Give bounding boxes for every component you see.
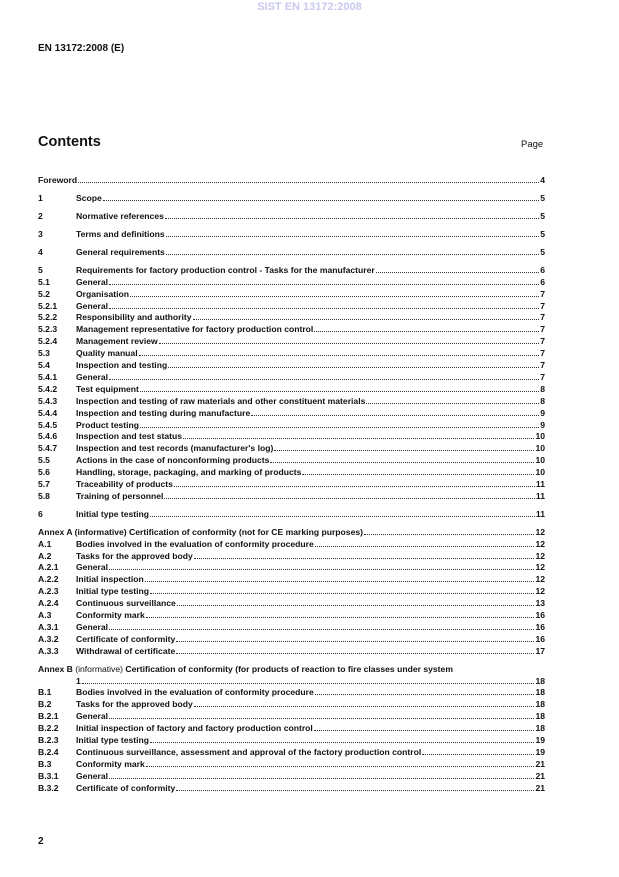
toc-entry-number: B.3.1 (38, 770, 59, 781)
dot-leader (315, 694, 535, 695)
toc-entry-number: 5.4.4 (38, 407, 58, 418)
toc-entry-page: 21 (535, 770, 545, 781)
toc-entry-page: 7 (540, 300, 545, 311)
toc-entry-number: 5.3 (38, 348, 50, 359)
toc-entry-number: B.1 (38, 687, 52, 698)
dot-leader (315, 546, 535, 547)
dot-leader (270, 462, 534, 463)
toc-entry-title: Quality manual (76, 348, 138, 359)
toc-entry-number: A.2 (38, 550, 52, 561)
toc-entry-number: A.2.4 (38, 598, 59, 609)
page-number: 2 (38, 836, 44, 847)
dot-leader (109, 308, 539, 309)
toc-entry-page: 7 (540, 312, 545, 323)
toc-entry-title: General (76, 371, 109, 382)
annex-b-prefix: Annex B (38, 663, 73, 674)
toc-entry-title: Initial inspection (76, 574, 144, 585)
toc-entry-number: 5.4.2 (38, 383, 58, 394)
toc-entry-page: 7 (540, 336, 545, 347)
toc-entry-title: Initial inspection of factory and factory production control (76, 723, 313, 734)
toc-entry-page: 19 (535, 746, 545, 757)
dot-leader (193, 319, 540, 320)
toc-entry[interactable] (38, 539, 545, 551)
toc-entry-number: 5.4.5 (38, 419, 58, 430)
toc-entry-number: 1 (38, 192, 43, 203)
dot-leader (140, 391, 539, 392)
toc-entry-number: 5.6 (38, 467, 50, 478)
dot-leader (364, 534, 534, 535)
dot-leader (109, 778, 534, 779)
toc-entry-title: Management representative for factory production control (76, 324, 314, 335)
toc-entry-page: 16 (535, 633, 545, 644)
toc-entry[interactable] (38, 312, 545, 324)
toc-entry[interactable] (38, 336, 545, 348)
toc-entry-annex-b-cont[interactable] (38, 676, 545, 688)
toc-entry-number: A.3.1 (38, 621, 59, 632)
toc-entry-page: 7 (540, 288, 545, 299)
toc-entry[interactable] (38, 408, 545, 420)
toc-entry[interactable] (38, 324, 545, 336)
toc-entry-number: 5.4.3 (38, 395, 58, 406)
toc-entry[interactable] (38, 431, 545, 443)
toc-entry-number: A.2.1 (38, 562, 59, 573)
dot-leader (145, 581, 535, 582)
toc-entry-page: 21 (535, 758, 545, 769)
annex-b-title-cont: 1 (76, 675, 81, 686)
toc-entry-page: 12 (535, 526, 545, 537)
toc-entry-annex-b[interactable] (38, 664, 545, 676)
annex-b-page: 18 (535, 675, 545, 686)
toc-entry-title: Inspection and test records (manufacturer's log) (76, 443, 274, 454)
toc-entry[interactable] (38, 348, 545, 360)
toc-entry[interactable] (38, 711, 545, 723)
dot-leader (109, 718, 534, 719)
toc-entry[interactable] (38, 586, 545, 598)
toc-entry-title: Inspection and testing of raw materials and other constituent materials (76, 395, 366, 406)
toc-entry[interactable] (38, 574, 545, 586)
annex-b-informative: (informative) (72, 663, 126, 674)
toc-entry-number: B.3 (38, 758, 52, 769)
toc-entry-number: 5.2.2 (38, 312, 58, 323)
toc-entry-page: 6 (540, 264, 545, 275)
dot-leader (174, 486, 535, 487)
dot-leader (109, 629, 534, 630)
toc-entry-number: 5.4 (38, 360, 50, 371)
toc-entry-page: 7 (540, 371, 545, 382)
document-id: EN 13172:2008 (E) (38, 43, 125, 54)
toc-entry-page: 11 (535, 478, 545, 489)
toc-entry-title: Scope (76, 192, 102, 203)
toc-entry-title: Conformity mark (76, 610, 145, 621)
toc-entry-page: 9 (540, 419, 545, 430)
toc-entry-number: 2 (38, 210, 43, 221)
toc-entry-title: Test equipment (76, 383, 139, 394)
toc-entry-page: 4 (540, 175, 545, 185)
dot-leader (82, 683, 535, 684)
dot-leader (176, 641, 534, 642)
toc-entry-title: Withdrawal of certificate (76, 645, 176, 656)
toc-entry-page: 5 (540, 246, 545, 257)
toc-entry-page: 18 (535, 687, 545, 698)
toc-entry-page: 8 (540, 395, 545, 406)
toc-entry[interactable] (38, 396, 545, 408)
toc-entry-page: 9 (540, 407, 545, 418)
toc-entry[interactable] (38, 562, 545, 574)
dot-leader (109, 569, 534, 570)
toc-entry-number: 5.2.1 (38, 300, 58, 311)
toc-entry-number: 5.7 (38, 478, 50, 489)
toc-entry-title: Bodies involved in the evaluation of conformity procedure (76, 687, 314, 698)
toc-entry-title: Responsibility and authority (76, 312, 192, 323)
toc-entry-page: 12 (535, 586, 545, 597)
toc-entry-title: Continuous surveillance, assessment and approval of the factory production control (76, 746, 422, 757)
dot-leader (422, 754, 534, 755)
toc-entry-page: 12 (535, 574, 545, 585)
toc-entry[interactable] (38, 723, 545, 735)
dot-leader (150, 516, 535, 517)
toc-entry-number: B.2.4 (38, 746, 59, 757)
toc-entry-number: B.3.2 (38, 782, 59, 793)
toc-entry-page: 10 (535, 431, 545, 442)
toc-entry[interactable] (38, 509, 545, 521)
toc-entry-number: 5.4.7 (38, 443, 58, 454)
toc-entry-title: Product testing (76, 419, 140, 430)
toc-entry[interactable] (38, 622, 545, 634)
toc-entry-page: 18 (535, 723, 545, 734)
toc-entry-title: Terms and definitions (76, 228, 165, 239)
dot-leader (140, 427, 539, 428)
toc-entry-title: Bodies involved in the evaluation of conformity procedure (76, 538, 314, 549)
toc-entry[interactable] (38, 467, 545, 479)
dot-leader (194, 706, 535, 707)
toc-entry-title: Inspection and testing during manufacture (76, 407, 251, 418)
toc-entry-title: Foreword (38, 175, 78, 185)
toc-entry[interactable] (38, 699, 545, 711)
toc-entry-page: 16 (535, 610, 545, 621)
toc-entry[interactable] (38, 735, 545, 747)
toc-entry-title: General (76, 300, 109, 311)
toc-entry-title: Normative references (76, 210, 164, 221)
toc-entry-title: Tasks for the approved body (76, 550, 193, 561)
toc-entry-title: Management review (76, 336, 158, 347)
toc-entry-page: 10 (535, 467, 545, 478)
toc-entry-page: 6 (540, 276, 545, 287)
toc-entry-page: 19 (535, 735, 545, 746)
dot-leader (109, 284, 539, 285)
dot-leader (150, 593, 534, 594)
table-of-contents (38, 175, 545, 795)
toc-entry[interactable] (38, 491, 545, 503)
toc-entry-page: 12 (535, 562, 545, 573)
toc-entry-number: B.2.2 (38, 723, 59, 734)
toc-entry-title: Conformity mark (76, 758, 145, 769)
toc-entry-number: A.2.2 (38, 574, 59, 585)
toc-entry[interactable] (38, 175, 545, 187)
toc-entry-number: A.3.3 (38, 645, 59, 656)
toc-entry-number: 5.2.4 (38, 336, 58, 347)
toc-entry[interactable] (38, 211, 545, 223)
toc-entry[interactable] (38, 443, 545, 455)
toc-entry-page: 10 (535, 443, 545, 454)
dot-leader (168, 367, 539, 368)
toc-entry-title: General (76, 276, 109, 287)
toc-entry[interactable] (38, 646, 545, 658)
toc-entry[interactable] (38, 479, 545, 491)
watermark: SIST EN 13172:2008 (257, 1, 362, 13)
annex-b-title: Certification of conformity (for products of reaction to fire classes under system (125, 663, 453, 674)
toc-entry[interactable] (38, 747, 545, 759)
toc-entry-page: 11 (535, 508, 545, 519)
toc-entry-number: A.2.3 (38, 586, 59, 597)
toc-entry-page: 5 (540, 192, 545, 203)
toc-entry-title: Traceability of products (76, 478, 173, 489)
toc-entry-title: General (76, 621, 109, 632)
toc-main-entries (38, 175, 545, 658)
toc-entry-number: B.2 (38, 699, 52, 710)
dot-leader (302, 474, 534, 475)
dot-leader (314, 730, 535, 731)
dot-leader (150, 742, 534, 743)
dot-leader (166, 254, 539, 255)
toc-entry-title: Continuous surveillance (76, 598, 176, 609)
dot-leader (376, 272, 539, 273)
toc-entry-title: Organisation (76, 288, 130, 299)
toc-entry-title: Initial type testing (76, 735, 150, 746)
toc-entry[interactable] (38, 277, 545, 289)
toc-entry-title: Initial type testing (76, 586, 150, 597)
toc-entry-page: 8 (540, 383, 545, 394)
dot-leader (177, 605, 535, 606)
dot-leader (176, 790, 534, 791)
dot-leader (165, 218, 539, 219)
toc-entry[interactable] (38, 229, 545, 241)
page-column-label: Page (521, 139, 544, 150)
toc-entry-page: 12 (535, 550, 545, 561)
toc-entry-title: Training of personnel (76, 490, 164, 501)
dot-leader (183, 438, 534, 439)
contents-title: Contents (38, 134, 101, 150)
toc-entry-number: 5.2.3 (38, 324, 58, 335)
dot-leader (314, 331, 539, 332)
toc-entry-number: A.3.2 (38, 633, 59, 644)
toc-annex-b-entries (38, 687, 545, 794)
toc-entry-page: 17 (535, 645, 545, 656)
dot-leader (194, 558, 535, 559)
toc-entry[interactable] (38, 687, 545, 699)
toc-entry-page: 5 (540, 210, 545, 221)
toc-entry-number: 4 (38, 246, 43, 257)
toc-entry[interactable] (38, 551, 545, 563)
toc-entry[interactable] (38, 247, 545, 259)
toc-entry-number: A.3 (38, 610, 52, 621)
dot-leader (164, 498, 535, 499)
toc-entry-number: 3 (38, 228, 43, 239)
dot-leader (274, 450, 534, 451)
toc-entry-title: General requirements (76, 246, 165, 257)
toc-entry-title: General (76, 562, 109, 573)
toc-entry-number: 5.4.6 (38, 431, 58, 442)
toc-entry-page: 7 (540, 324, 545, 335)
toc-entry[interactable] (38, 771, 545, 783)
dot-leader (159, 343, 540, 344)
toc-entry-page: 18 (535, 711, 545, 722)
toc-entry-title: Inspection and test status (76, 431, 183, 442)
toc-entry-page: 12 (535, 538, 545, 549)
toc-entry-number: B.2.3 (38, 735, 59, 746)
toc-entry-title: General (76, 711, 109, 722)
toc-entry-page: 7 (540, 360, 545, 371)
toc-entry[interactable] (38, 610, 545, 622)
toc-entry[interactable] (38, 455, 545, 467)
dot-leader (146, 766, 535, 767)
dot-leader (109, 379, 539, 380)
toc-entry[interactable] (38, 301, 545, 313)
toc-entry[interactable] (38, 372, 545, 384)
toc-entry-page: 21 (535, 782, 545, 793)
toc-entry-title: Actions in the case of nonconforming products (76, 455, 270, 466)
dot-leader (103, 200, 539, 201)
toc-entry-page: 5 (540, 228, 545, 239)
toc-entry-number: 5.5 (38, 455, 50, 466)
toc-entry[interactable] (38, 384, 545, 396)
toc-entry-page: 11 (535, 490, 545, 501)
toc-entry-number: 5.4.1 (38, 371, 58, 382)
toc-entry[interactable] (38, 360, 545, 372)
dot-leader (366, 403, 539, 404)
toc-entry[interactable] (38, 598, 545, 610)
toc-entry-number: 5.8 (38, 490, 50, 501)
toc-entry-title: Certificate of conformity (76, 782, 176, 793)
toc-entry-title: Tasks for the approved body (76, 699, 193, 710)
toc-entry-page: 16 (535, 621, 545, 632)
toc-entry[interactable] (38, 289, 545, 301)
toc-entry-title: Inspection and testing (76, 360, 168, 371)
dot-leader (176, 653, 534, 654)
toc-entry[interactable] (38, 527, 545, 539)
toc-entry-number: 5.1 (38, 276, 50, 287)
toc-entry-number: 5 (38, 264, 43, 275)
toc-entry-title: Annex A (informative) Certification of conformity (not for CE marking purposes) (38, 526, 363, 537)
dot-leader (251, 415, 539, 416)
toc-entry[interactable] (38, 265, 545, 277)
toc-entry[interactable] (38, 759, 545, 771)
toc-entry[interactable] (38, 783, 545, 795)
dot-leader (78, 182, 539, 183)
toc-entry-page: 10 (535, 455, 545, 466)
toc-entry[interactable] (38, 634, 545, 646)
toc-entry-page: 7 (540, 348, 545, 359)
toc-entry-title: Certificate of conformity (76, 633, 176, 644)
dot-leader (146, 617, 535, 618)
toc-entry-title: General (76, 770, 109, 781)
toc-entry-number: B.2.1 (38, 711, 59, 722)
dot-leader (166, 236, 540, 237)
toc-entry-page: 18 (535, 699, 545, 710)
dot-leader (130, 296, 539, 297)
toc-entry[interactable] (38, 420, 545, 432)
toc-entry-title: Requirements for factory production control - Tasks for the manufacturer (76, 264, 375, 275)
toc-entry[interactable] (38, 193, 545, 205)
toc-entry-number: 5.2 (38, 288, 50, 299)
toc-entry-number: A.1 (38, 538, 52, 549)
dot-leader (139, 355, 540, 356)
toc-entry-number: 6 (38, 508, 43, 519)
toc-entry-title: Handling, storage, packaging, and marking of products (76, 467, 302, 478)
toc-entry-title: Initial type testing (76, 508, 150, 519)
toc-entry-page: 13 (535, 598, 545, 609)
